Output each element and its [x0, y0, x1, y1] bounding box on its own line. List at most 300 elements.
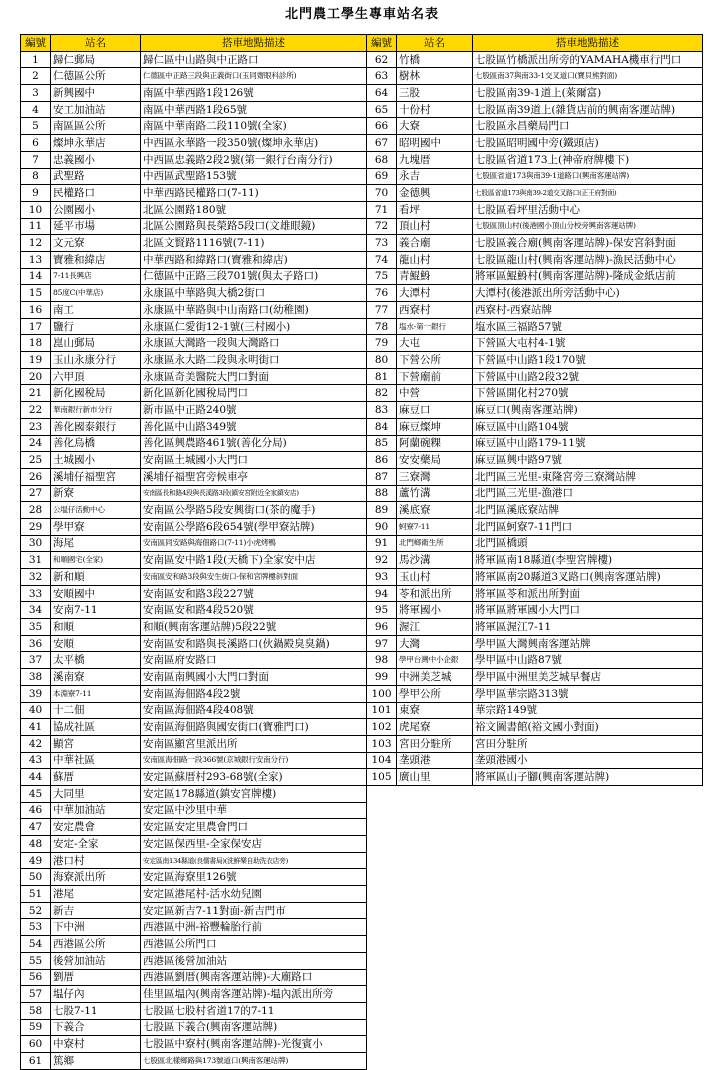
station-name: 麻豆燦坤 — [397, 418, 473, 435]
station-number: 58 — [21, 1002, 51, 1019]
station-number: 37 — [21, 652, 51, 669]
station-location: 永康區奇美醫院大門口對面 — [141, 368, 367, 385]
station-number: 8 — [21, 168, 51, 185]
station-table-right — [366, 34, 703, 786]
station-number: 67 — [367, 135, 397, 152]
table-row — [21, 185, 367, 202]
station-location: 北門區溪底寮站牌 — [473, 502, 703, 519]
table-row — [367, 285, 703, 302]
station-name: 蚵寮7-11 — [397, 518, 473, 535]
table-row — [21, 819, 367, 836]
station-name: 大灣 — [397, 635, 473, 652]
station-location: 安南區顯宮里派出所 — [141, 735, 367, 752]
station-location: 安南區安和路與長溪路口(伙鍋殿臭臭鍋) — [141, 635, 367, 652]
station-name: 金德興 — [397, 185, 473, 202]
station-location: 垄頭港國小 — [473, 752, 703, 769]
table-row — [367, 702, 703, 719]
station-location: 北門區三光里-漁港口 — [473, 485, 703, 502]
table-row — [367, 368, 703, 385]
station-number: 29 — [21, 518, 51, 535]
station-number: 82 — [367, 385, 397, 402]
station-location: 北區公園路180號 — [141, 201, 367, 218]
station-location: 安南區安和路4段520號 — [141, 602, 367, 619]
station-number: 38 — [21, 669, 51, 686]
table-row — [367, 669, 703, 686]
station-name: 文元寮 — [51, 235, 141, 252]
station-number: 33 — [21, 585, 51, 602]
station-name: 土城國小 — [51, 452, 141, 469]
station-name: 下中洲 — [51, 919, 141, 936]
station-name: 六甲頂 — [51, 368, 141, 385]
station-location: 安南區土城國小大門口 — [141, 452, 367, 469]
table-row — [367, 502, 703, 519]
station-name: 華南銀行新市分行 — [51, 402, 141, 419]
table-row — [21, 402, 367, 419]
station-name: 中營 — [397, 385, 473, 402]
station-number: 25 — [21, 452, 51, 469]
station-number: 76 — [367, 285, 397, 302]
station-name: 民權路口 — [51, 185, 141, 202]
station-location: 中華西路和緯路口(寶雅和緯店) — [141, 251, 367, 268]
station-number: 88 — [367, 485, 397, 502]
station-location: 宮田分駐所 — [473, 735, 703, 752]
table-row — [21, 485, 367, 502]
station-number: 66 — [367, 118, 397, 135]
station-location: 西港區中洲-裕豐輪胎行前 — [141, 919, 367, 936]
table-row — [21, 936, 367, 953]
station-number: 31 — [21, 552, 51, 569]
table-row — [367, 752, 703, 769]
station-name: 東寮 — [397, 702, 473, 719]
table-row — [367, 118, 703, 135]
station-name: 西寮村 — [397, 302, 473, 319]
station-name: 新和順 — [51, 569, 141, 586]
table-row — [21, 769, 367, 786]
station-number: 75 — [367, 268, 397, 285]
station-location: 永康區中華路與大橋2街口 — [141, 285, 367, 302]
station-name: 頂山村 — [397, 218, 473, 235]
table-row — [367, 518, 703, 535]
table-row — [21, 602, 367, 619]
station-location: 中西區忠義路2段2號(第一銀行台南分行) — [141, 151, 367, 168]
station-location: 永康區仁愛街12-1號(三村國小) — [141, 318, 367, 335]
station-number: 45 — [21, 785, 51, 802]
station-number: 70 — [367, 185, 397, 202]
station-location: 北區公園路與長榮路5段口(文雄眼鏡) — [141, 218, 367, 235]
station-name: 崑山郵局 — [51, 335, 141, 352]
table-row — [21, 251, 367, 268]
station-name: 大同里 — [51, 785, 141, 802]
station-location: 學甲區中洲里美芝城早餐店 — [473, 669, 703, 686]
station-number: 48 — [21, 836, 51, 853]
station-location: 大潭村(後港派出所旁活動中心) — [473, 285, 703, 302]
station-location: 學甲區中山路87號 — [473, 652, 703, 669]
station-location: 安南區安和路3段227號 — [141, 585, 367, 602]
station-name: 學甲寮 — [51, 518, 141, 535]
station-name: 宮田分駐所 — [397, 735, 473, 752]
station-name: 安定農會 — [51, 819, 141, 836]
station-location: 七股區省道173與南39-1道路口(興南客運站牌) — [473, 168, 703, 185]
table-row — [21, 836, 367, 853]
station-name: 溪埔仔福聖宮 — [51, 468, 141, 485]
station-location: 七股區義合廟(興南客運站牌)-保安宮斜對面 — [473, 235, 703, 252]
table-row — [367, 435, 703, 452]
station-location: 中西區武聖路153號 — [141, 168, 367, 185]
station-number: 55 — [21, 952, 51, 969]
station-name: 渥江 — [397, 619, 473, 636]
station-number: 100 — [367, 685, 397, 702]
table-row — [367, 335, 703, 352]
station-location: 溪埔仔福聖宮旁候車亭 — [141, 468, 367, 485]
table-row — [367, 168, 703, 185]
station-name: 大潭村 — [397, 285, 473, 302]
table-row — [21, 235, 367, 252]
header-row — [21, 35, 367, 52]
station-location: 麻豆區中山路179-11號 — [473, 435, 703, 452]
table-row — [21, 902, 367, 919]
table-row — [21, 368, 367, 385]
table-row — [367, 619, 703, 636]
station-name: 北門鄉衛生所 — [397, 535, 473, 552]
station-number: 44 — [21, 769, 51, 786]
table-row — [367, 402, 703, 419]
station-location: 安南區公學路6段654號(學甲寮站牌) — [141, 518, 367, 535]
station-location: 仁德區中正路三段與正義街口(玉同齋眼科診所) — [141, 68, 367, 85]
station-location: 北門區橋頭 — [473, 535, 703, 552]
station-number: 3 — [21, 85, 51, 102]
header-num: 編號 — [367, 35, 397, 52]
station-name: 永吉 — [397, 168, 473, 185]
station-number: 59 — [21, 1019, 51, 1036]
station-number: 10 — [21, 201, 51, 218]
station-location: 安南區同安路與海佃路口(7-11)小虎烤鴨 — [141, 535, 367, 552]
station-name: 太平橋 — [51, 652, 141, 669]
table-row — [367, 468, 703, 485]
station-name: 港尾 — [51, 886, 141, 903]
station-name: 中華社區 — [51, 752, 141, 769]
table-row — [21, 201, 367, 218]
table-row — [367, 235, 703, 252]
station-location: 七股區昭明國中旁(鐵頭店) — [473, 135, 703, 152]
station-name: 和順 — [51, 619, 141, 636]
station-location: 安定區海寮里126號 — [141, 869, 367, 886]
table-row — [21, 969, 367, 986]
station-location: 中華西路民權路口(7-11) — [141, 185, 367, 202]
station-name: 善化烏橋 — [51, 435, 141, 452]
table-row — [21, 218, 367, 235]
header-name: 站名 — [397, 35, 473, 52]
station-number: 36 — [21, 635, 51, 652]
station-number: 19 — [21, 352, 51, 369]
station-number: 17 — [21, 318, 51, 335]
station-name: 玉山村 — [397, 569, 473, 586]
table-row — [367, 535, 703, 552]
station-name: 新化國稅局 — [51, 385, 141, 402]
station-name: 三寮灣 — [397, 468, 473, 485]
station-number: 60 — [21, 1036, 51, 1053]
station-name: 塭仔內 — [51, 986, 141, 1003]
station-name: 十二佃 — [51, 702, 141, 719]
station-name: 西港區公所 — [51, 936, 141, 953]
table-row — [367, 635, 703, 652]
station-location: 安南區海佃路一段366號(京城銀行安南分行) — [141, 752, 367, 769]
station-name: 學甲台灣中小企銀 — [397, 652, 473, 669]
table-row — [21, 685, 367, 702]
table-row — [21, 702, 367, 719]
table-row — [21, 635, 367, 652]
table-row — [21, 869, 367, 886]
table-row — [21, 952, 367, 969]
station-name: 竹橋 — [397, 51, 473, 68]
station-name: 樹林 — [397, 68, 473, 85]
station-number: 53 — [21, 919, 51, 936]
station-number: 28 — [21, 502, 51, 519]
station-number: 94 — [367, 585, 397, 602]
page-title: 北門農工學生專車站名表 — [284, 7, 439, 22]
station-name: 忠義國小 — [51, 151, 141, 168]
table-row — [21, 735, 367, 752]
station-name: 新興國中 — [51, 85, 141, 102]
station-number: 91 — [367, 535, 397, 552]
station-number: 62 — [367, 51, 397, 68]
station-number: 12 — [21, 235, 51, 252]
station-name: 新吉 — [51, 902, 141, 919]
station-location: 北門區三光里-東隆宮旁三寮灣站牌 — [473, 468, 703, 485]
station-location: 仁德區中正路三段701號(與太子路口) — [141, 268, 367, 285]
header-row — [367, 35, 703, 52]
station-name: 安安藥局 — [397, 452, 473, 469]
station-number: 95 — [367, 602, 397, 619]
table-row — [367, 602, 703, 619]
station-name: 港口村 — [51, 852, 141, 869]
station-location: 七股區南39-1道上(萊爾富) — [473, 85, 703, 102]
station-name: 溪南寮 — [51, 669, 141, 686]
station-location: 七股區看坪里活動中心 — [473, 201, 703, 218]
station-location: 七股區南39道上(雜貨店前的興南客運站牌) — [473, 101, 703, 118]
station-location: 南區中華西路1段65號 — [141, 101, 367, 118]
station-name: 安工加油站 — [51, 101, 141, 118]
station-name: 廣山里 — [397, 769, 473, 786]
table-row — [21, 886, 367, 903]
station-location: 學甲區華宗路313號 — [473, 685, 703, 702]
station-location: 七股區永昌藥局門口 — [473, 118, 703, 135]
station-number: 18 — [21, 335, 51, 352]
station-location: 南區中華南路二段110號(全家) — [141, 118, 367, 135]
station-location: 學甲區大灣興南客運站牌 — [473, 635, 703, 652]
station-number: 105 — [367, 769, 397, 786]
station-name: 垄頭港 — [397, 752, 473, 769]
station-location: 華宗路149號 — [473, 702, 703, 719]
station-location: 佳里區塭內(興南客運站牌)-塭內派出所旁 — [141, 986, 367, 1003]
table-row — [367, 735, 703, 752]
station-location: 將軍區南20縣道3叉路口(興南客運站牌) — [473, 569, 703, 586]
table-row — [21, 719, 367, 736]
table-row — [21, 652, 367, 669]
station-name: 和順國宅(全家) — [51, 552, 141, 569]
station-name: 學甲公所 — [397, 685, 473, 702]
station-number: 27 — [21, 485, 51, 502]
station-number: 47 — [21, 819, 51, 836]
station-name: 玉山永康分行 — [51, 352, 141, 369]
station-name: 安順國中 — [51, 585, 141, 602]
station-name: 苓和派出所 — [397, 585, 473, 602]
station-number: 54 — [21, 936, 51, 953]
station-number: 89 — [367, 502, 397, 519]
station-location: 麻豆區興中路97號 — [473, 452, 703, 469]
table-row — [21, 101, 367, 118]
station-location: 下營區開化村270號 — [473, 385, 703, 402]
station-number: 57 — [21, 986, 51, 1003]
station-location: 將軍區將軍國小大門口 — [473, 602, 703, 619]
table-row — [367, 68, 703, 85]
station-number: 77 — [367, 302, 397, 319]
station-name: 十份村 — [397, 101, 473, 118]
station-location: 將軍區苓和派出所對面 — [473, 585, 703, 602]
table-row — [21, 802, 367, 819]
station-location: 安南區海佃路4段2號 — [141, 685, 367, 702]
station-number: 52 — [21, 902, 51, 919]
station-table-left — [20, 34, 367, 1070]
table-row — [21, 151, 367, 168]
table-row — [21, 418, 367, 435]
station-number: 21 — [21, 385, 51, 402]
table-row — [21, 68, 367, 85]
table-row — [367, 569, 703, 586]
station-number: 104 — [367, 752, 397, 769]
table-row — [21, 302, 367, 319]
station-name: 下義合 — [51, 1019, 141, 1036]
station-location: 下營區中山路1段170號 — [473, 352, 703, 369]
table-row — [21, 585, 367, 602]
station-name: 海尾 — [51, 535, 141, 552]
station-name: 下營廟前 — [397, 368, 473, 385]
station-location: 安南區安中路1段(天橋下)全家安中店 — [141, 552, 367, 569]
table-row — [21, 352, 367, 369]
table-row — [21, 435, 367, 452]
station-number: 2 — [21, 68, 51, 85]
station-number: 63 — [367, 68, 397, 85]
station-name: 武聖路 — [51, 168, 141, 185]
station-name: 溪底寮 — [397, 502, 473, 519]
station-name: 歸仁郵局 — [51, 51, 141, 68]
station-name: 燦坤永華店 — [51, 135, 141, 152]
station-location: 裕文圖書館(裕文國小對面) — [473, 719, 703, 736]
table-row — [367, 769, 703, 786]
table-row — [21, 51, 367, 68]
station-number: 92 — [367, 552, 397, 569]
station-name: 仁德區公所 — [51, 68, 141, 85]
station-name: 阿蘭碗粿 — [397, 435, 473, 452]
station-location: 安南區府安路口 — [141, 652, 367, 669]
header-num: 編號 — [21, 35, 51, 52]
station-number: 90 — [367, 518, 397, 535]
station-location: 七股區頂山村(後港國小頂山分校旁興南客運站牌) — [473, 218, 703, 235]
station-name: 寶雅和緯店 — [51, 251, 141, 268]
station-name: 新寮 — [51, 485, 141, 502]
table-row — [21, 268, 367, 285]
table-row — [367, 135, 703, 152]
station-name: 公塭仔活動中心 — [51, 502, 141, 519]
station-location: 麻豆區中山路104號 — [473, 418, 703, 435]
station-number: 99 — [367, 669, 397, 686]
station-number: 97 — [367, 635, 397, 652]
station-number: 56 — [21, 969, 51, 986]
station-number: 49 — [21, 852, 51, 869]
table-row — [21, 1036, 367, 1053]
station-name: 七股7-11 — [51, 1002, 141, 1019]
table-row — [21, 135, 367, 152]
station-number: 69 — [367, 168, 397, 185]
station-name: 公園國小 — [51, 201, 141, 218]
station-number: 81 — [367, 368, 397, 385]
station-name: 鹽行 — [51, 318, 141, 335]
station-location: 安南區海佃路與國安街口(寶雅門口) — [141, 719, 367, 736]
station-name: 安南7-11 — [51, 602, 141, 619]
station-number: 26 — [21, 468, 51, 485]
station-location: 安南區海佃路4段408號 — [141, 702, 367, 719]
station-name: 青鯤鯓 — [397, 268, 473, 285]
station-name: 蘆竹溝 — [397, 485, 473, 502]
station-number: 87 — [367, 468, 397, 485]
station-location: 和順(興南客運站牌)5段22號 — [141, 619, 367, 636]
station-number: 68 — [367, 151, 397, 168]
station-location: 安南區長和路4段與長溪路3段(鎮安宮附近全家鎮安店) — [141, 485, 367, 502]
station-location: 永康區中華路與中山南路口(幼稚園) — [141, 302, 367, 319]
station-name: 協成社區 — [51, 719, 141, 736]
station-name: 虎尾寮 — [397, 719, 473, 736]
table-row — [21, 468, 367, 485]
station-number: 96 — [367, 619, 397, 636]
station-number: 74 — [367, 251, 397, 268]
table-row — [367, 268, 703, 285]
station-location: 善化區興農路461號(善化分局) — [141, 435, 367, 452]
table-row — [367, 685, 703, 702]
station-number: 83 — [367, 402, 397, 419]
table-row — [21, 569, 367, 586]
station-name: 昭明國中 — [397, 135, 473, 152]
table-row — [367, 418, 703, 435]
station-location: 新市區中正路240號 — [141, 402, 367, 419]
table-row — [21, 852, 367, 869]
station-number: 84 — [367, 418, 397, 435]
table-row — [21, 919, 367, 936]
station-number: 20 — [21, 368, 51, 385]
table-row — [367, 485, 703, 502]
station-name: 看坪 — [397, 201, 473, 218]
table-row — [367, 719, 703, 736]
station-number: 4 — [21, 101, 51, 118]
station-location: 安南區安和路3段與安生街口-保和宮牌樓斜對面 — [141, 569, 367, 586]
station-number: 73 — [367, 235, 397, 252]
station-location: 永康區永大路二段與永明街口 — [141, 352, 367, 369]
table-row — [367, 385, 703, 402]
station-number: 42 — [21, 735, 51, 752]
station-name: 篤鄉 — [51, 1052, 141, 1069]
station-number: 16 — [21, 302, 51, 319]
station-name: 南工 — [51, 302, 141, 319]
station-name: 龍山村 — [397, 251, 473, 268]
table-row — [367, 302, 703, 319]
station-location: 七股區七股村省道17的7-11 — [141, 1002, 367, 1019]
table-row — [367, 185, 703, 202]
station-name: 7-11長興店 — [51, 268, 141, 285]
table-row — [21, 1002, 367, 1019]
station-name: 義合廟 — [397, 235, 473, 252]
table-row — [21, 385, 367, 402]
station-location: 安定區港尾村-活水幼兒園 — [141, 886, 367, 903]
table-row — [367, 51, 703, 68]
station-location: 永康區大灣路一段與大灣路口 — [141, 335, 367, 352]
